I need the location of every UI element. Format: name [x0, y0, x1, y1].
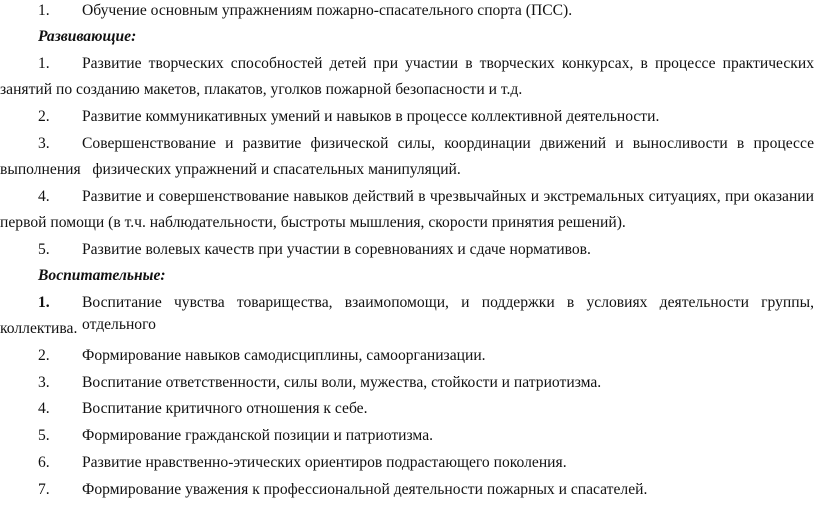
developing-item-5: [0, 239, 816, 261]
developing-item-4-continuation: [0, 212, 816, 234]
list-text: Развитие волевых качеств при участии в соревнованиях и сдаче нормативов.: [82, 241, 591, 258]
list-text: Развитие коммуникативных умений и навыков в процессе коллективной деятельности.: [82, 108, 660, 125]
section-heading: Развивающие:: [38, 28, 137, 45]
educational-item-4: [0, 398, 816, 420]
list-text: Формирование уважения к профессиональной деятельности пожарных и спасателей.: [82, 481, 648, 498]
list-text-continuation: выполнения физических упражнений и спасательных манипуляций.: [0, 161, 461, 178]
list-text: Совершенствование и развитие физической силы, координации движений и выносливости в процессе: [82, 135, 814, 152]
list-text: Воспитание ответственности, силы воли, мужества, стойкости и патриотизма.: [82, 374, 602, 391]
developing-item-2: [0, 106, 816, 128]
list-number: 1.: [38, 55, 50, 72]
educational-item-7: [0, 479, 816, 501]
intro-list-item: [0, 0, 816, 22]
list-number: 5.: [38, 427, 50, 444]
list-number: 2.: [38, 108, 50, 125]
list-text: Развитие творческих способностей детей при участии в творческих конкурсах, в процессе практических: [82, 55, 814, 72]
developing-item-1: [0, 53, 816, 75]
list-text-continuation: занятий по созданию макетов, плакатов, уголков пожарной безопасности и т.д.: [0, 81, 523, 98]
list-number: 6.: [38, 454, 50, 471]
section-heading: Воспитательные:: [38, 267, 166, 284]
list-text: Воспитание чувства товарищества, взаимопомощи, и поддержки в условиях деятельности группы, отдельного: [82, 294, 814, 333]
educational-item-5: [0, 425, 816, 447]
list-number: 4.: [38, 400, 50, 417]
educational-item-1-continuation: [0, 318, 816, 340]
list-text: Развитие и совершенствование навыков действий в чрезвычайных и экстремальных ситуациях, при оказании: [82, 188, 814, 205]
list-number: 2.: [38, 347, 50, 364]
list-text-continuation: первой помощи (в т.ч. наблюдательности, быстроты мышления, скорости принятия решений).: [0, 214, 626, 231]
developing-item-1-continuation: [0, 79, 816, 101]
developing-item-3: [0, 133, 816, 155]
list-number: 4.: [38, 188, 50, 205]
section-heading-developing: [0, 26, 816, 48]
list-number: 3.: [38, 135, 50, 152]
list-text: Обучение основным упражнениям пожарно-спасательного спорта (ПСС).: [82, 2, 573, 19]
list-text: Формирование гражданской позиции и патриотизма.: [82, 427, 434, 444]
educational-item-6: [0, 452, 816, 474]
list-number: 1.: [38, 294, 50, 311]
list-number: 5.: [38, 241, 50, 258]
list-number: 3.: [38, 374, 50, 391]
list-text: Развитие нравственно-этических ориентиров подрастающего поколения.: [82, 454, 567, 471]
educational-item-2: [0, 345, 816, 367]
section-heading-educational: [0, 265, 816, 287]
list-text: Формирование навыков самодисциплины, самоорганизации.: [82, 347, 486, 364]
developing-item-3-continuation: [0, 159, 816, 181]
educational-item-3: [0, 372, 816, 394]
list-text: Воспитание критичного отношения к себе.: [82, 400, 368, 417]
list-number: 1.: [38, 2, 50, 19]
list-number: 7.: [38, 481, 50, 498]
developing-item-4: [0, 186, 816, 208]
list-text-continuation: коллектива.: [0, 320, 78, 337]
